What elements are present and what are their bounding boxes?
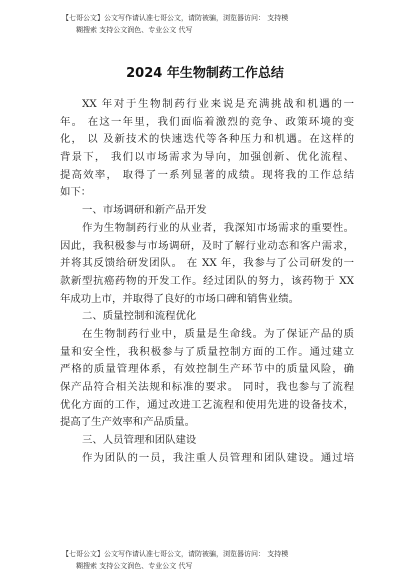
body-line: 年。 在这一年里，我们面临着激烈的竞争、政策环境的变 xyxy=(60,115,354,128)
header-banner-line: 【七哥公文】公文写作请认准七哥公文，请防被骗，浏览器访问： 支持模 xyxy=(62,14,289,22)
footer-banner-line: 【七哥公文】公文写作请认准七哥公文，请防被骗，浏览器访问： 支持模 xyxy=(62,550,289,558)
body-line: 量和安全性，我积极参与了质量控制方面的工作。通过建立 xyxy=(60,345,354,358)
section-heading: 二、质量控制和流程优化 xyxy=(82,310,197,323)
header-banner xyxy=(62,12,362,36)
body-line: 作为生物制药行业的从业者，我深知市场需求的重要性。 xyxy=(82,221,354,234)
body-line: 提高了生产效率和产品质量。 xyxy=(60,416,196,429)
body-line: 作为团队的一员，我注重人员管理和团队建设。通过培 xyxy=(82,451,354,464)
footer-banner-line: 糊搜索 支持公文润色、专业公文 代写 xyxy=(76,562,193,570)
document-title: 2024 年生物制药工作总结 xyxy=(126,66,284,81)
body-line: 提高效率， 取得了一系列显著的成绩。现将我的工作总结 xyxy=(60,168,354,181)
body-line: 优化方面的工作，通过改进工艺流程和使用先进的设备技术， xyxy=(60,398,354,411)
body-line: 因此，我积极参与市场调研，及时了解行业动态和客户需求， xyxy=(60,239,354,252)
body-line: 如下： xyxy=(60,186,92,199)
body-line: 保产品符合相关法规和标准的要求。 同时，我也参与了流程 xyxy=(60,381,354,393)
body-line: 背景下， 我们以市场需求为导向，加强创新、优化流程、 xyxy=(60,151,354,164)
header-banner-line: 糊搜索 支持公文润色、专业公文 代写 xyxy=(76,26,193,34)
body-line: 款新型抗癌药物的开发工作。经过团队的努力，该药物于 XX xyxy=(60,274,354,287)
document-body xyxy=(60,96,354,467)
section-heading: 一、市场调研和新产品开发 xyxy=(82,204,207,217)
section-heading: 三、人员管理和团队建设 xyxy=(82,434,197,447)
footer-banner xyxy=(62,548,362,572)
body-line: 化， 以 及新技术的快速迭代等各种压力和机遇。在这样的 xyxy=(60,133,354,146)
body-line: 在生物制药行业中，质量是生命线。为了保证产品的质 xyxy=(82,327,354,340)
body-line: 年成功上市，并取得了良好的市场口碑和销售业绩。 xyxy=(60,292,299,305)
body-line: 并将其反馈给研发团队。 在 XX 年，我参与了公司研发的一 xyxy=(60,257,354,270)
body-line: 严格的质量管理体系，有效控制生产环节中的质量风险，确 xyxy=(60,363,354,376)
body-line: XX 年对于生物制药行业来说是充满挑战和机遇的一 xyxy=(82,98,354,110)
